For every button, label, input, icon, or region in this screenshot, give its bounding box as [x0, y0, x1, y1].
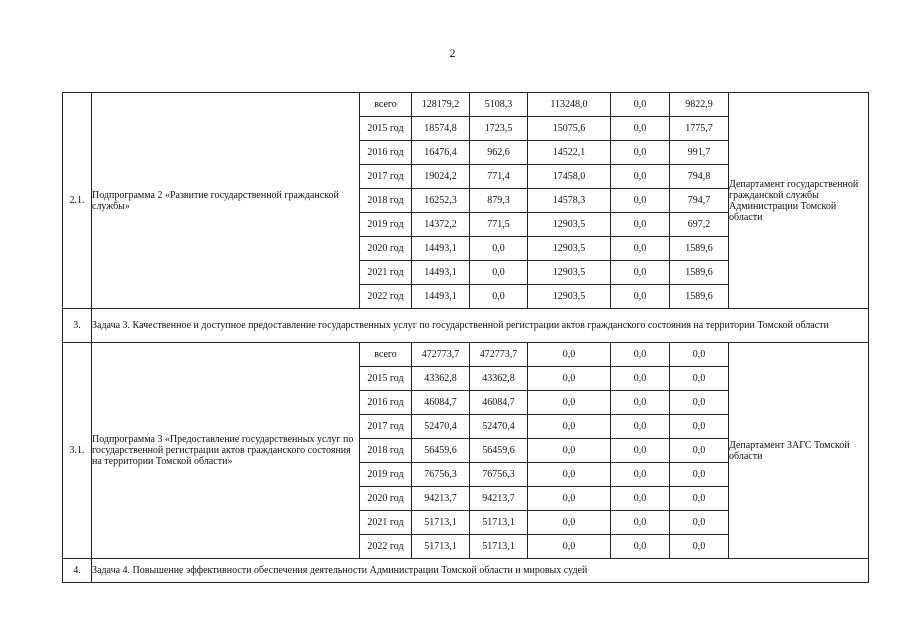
value-cell: 0,0 [528, 439, 611, 463]
value-cell: 14372,2 [412, 213, 470, 237]
value-cell: 697,2 [670, 213, 729, 237]
value-cell: 46084,7 [470, 391, 528, 415]
value-cell: 0,0 [670, 415, 729, 439]
value-cell: 472773,7 [470, 343, 528, 367]
task-row [63, 559, 869, 583]
value-cell: 794,8 [670, 165, 729, 189]
value-cell: 56459,6 [470, 439, 528, 463]
value-cell: 43362,8 [470, 367, 528, 391]
value-cell: 1589,6 [670, 285, 729, 309]
table-row [63, 93, 869, 117]
value-cell: 1723,5 [470, 117, 528, 141]
value-cell: 0,0 [670, 463, 729, 487]
period-cell: 2021 год [360, 511, 412, 535]
period-cell: 2019 год [360, 213, 412, 237]
table-row [63, 343, 869, 367]
period-cell: 2020 год [360, 487, 412, 511]
task-number: 4. [63, 559, 92, 583]
value-cell: 1775,7 [670, 117, 729, 141]
department-cell: Департамент ЗАГС Томской области [729, 343, 869, 559]
value-cell: 771,5 [470, 213, 528, 237]
value-cell: 94213,7 [470, 487, 528, 511]
value-cell: 128179,2 [412, 93, 470, 117]
page-number: 2 [449, 46, 456, 60]
period-cell: 2015 год [360, 367, 412, 391]
row-number: 3.1. [63, 343, 92, 559]
value-cell: 991,7 [670, 141, 729, 165]
value-cell: 12903,5 [528, 237, 611, 261]
value-cell: 14522,1 [528, 141, 611, 165]
value-cell: 0,0 [611, 285, 670, 309]
period-cell: всего [360, 343, 412, 367]
value-cell: 51713,1 [412, 535, 470, 559]
value-cell: 0,0 [670, 367, 729, 391]
value-cell: 19024,2 [412, 165, 470, 189]
department-cell: Департамент государственной гражданской службы Администрации Томской области [729, 93, 869, 309]
value-cell: 18574,8 [412, 117, 470, 141]
value-cell: 0,0 [611, 237, 670, 261]
value-cell: 794,7 [670, 189, 729, 213]
value-cell: 0,0 [470, 237, 528, 261]
value-cell: 0,0 [611, 343, 670, 367]
period-cell: 2015 год [360, 117, 412, 141]
period-cell: 2018 год [360, 439, 412, 463]
value-cell: 1589,6 [670, 237, 729, 261]
value-cell: 879,3 [470, 189, 528, 213]
value-cell: 0,0 [528, 535, 611, 559]
value-cell: 0,0 [528, 343, 611, 367]
value-cell: 0,0 [470, 261, 528, 285]
value-cell: 14493,1 [412, 261, 470, 285]
value-cell: 0,0 [611, 261, 670, 285]
value-cell: 0,0 [670, 343, 729, 367]
value-cell: 12903,5 [528, 261, 611, 285]
value-cell: 15075,6 [528, 117, 611, 141]
value-cell: 12903,5 [528, 285, 611, 309]
period-cell: 2016 год [360, 141, 412, 165]
value-cell: 9822,9 [670, 93, 729, 117]
value-cell: 0,0 [611, 93, 670, 117]
value-cell: 52470,4 [470, 415, 528, 439]
value-cell: 962,6 [470, 141, 528, 165]
value-cell: 94213,7 [412, 487, 470, 511]
value-cell: 0,0 [611, 117, 670, 141]
value-cell: 0,0 [611, 189, 670, 213]
value-cell: 0,0 [611, 463, 670, 487]
value-cell: 0,0 [670, 439, 729, 463]
period-cell: 2016 год [360, 391, 412, 415]
table-body [63, 93, 869, 583]
value-cell: 0,0 [470, 285, 528, 309]
value-cell: 0,0 [528, 487, 611, 511]
value-cell: 0,0 [611, 511, 670, 535]
value-cell: 771,4 [470, 165, 528, 189]
subprogram-name: Подпрограмма 3 «Предоставление государственных услуг по государственной регистрации актов гражданского состояния на территории Томской области» [92, 343, 360, 559]
value-cell: 0,0 [611, 213, 670, 237]
value-cell: 43362,8 [412, 367, 470, 391]
value-cell: 56459,6 [412, 439, 470, 463]
value-cell: 46084,7 [412, 391, 470, 415]
period-cell: 2020 год [360, 237, 412, 261]
value-cell: 0,0 [528, 367, 611, 391]
value-cell: 0,0 [611, 165, 670, 189]
value-cell: 14493,1 [412, 285, 470, 309]
value-cell: 0,0 [528, 415, 611, 439]
value-cell: 0,0 [611, 141, 670, 165]
value-cell: 0,0 [611, 487, 670, 511]
period-cell: 2017 год [360, 165, 412, 189]
value-cell: 51713,1 [470, 511, 528, 535]
value-cell: 0,0 [528, 511, 611, 535]
period-cell: 2017 год [360, 415, 412, 439]
period-cell: 2022 год [360, 535, 412, 559]
value-cell: 51713,1 [470, 535, 528, 559]
value-cell: 16476,4 [412, 141, 470, 165]
value-cell: 0,0 [670, 391, 729, 415]
value-cell: 0,0 [611, 415, 670, 439]
row-number: 2.1. [63, 93, 92, 309]
subprogram-name: Подпрограмма 2 «Развитие государственной гражданской службы» [92, 93, 360, 309]
value-cell: 472773,7 [412, 343, 470, 367]
value-cell: 12903,5 [528, 213, 611, 237]
value-cell: 113248,0 [528, 93, 611, 117]
value-cell: 0,0 [611, 439, 670, 463]
value-cell: 0,0 [670, 511, 729, 535]
period-cell: 2019 год [360, 463, 412, 487]
period-cell: 2022 год [360, 285, 412, 309]
task-number: 3. [63, 309, 92, 343]
value-cell: 14578,3 [528, 189, 611, 213]
value-cell: 16252,3 [412, 189, 470, 213]
value-cell: 0,0 [611, 535, 670, 559]
value-cell: 52470,4 [412, 415, 470, 439]
value-cell: 76756,3 [470, 463, 528, 487]
value-cell: 17458,0 [528, 165, 611, 189]
value-cell: 51713,1 [412, 511, 470, 535]
value-cell: 0,0 [670, 535, 729, 559]
value-cell: 0,0 [611, 367, 670, 391]
value-cell: 0,0 [670, 487, 729, 511]
value-cell: 5108,3 [470, 93, 528, 117]
value-cell: 0,0 [528, 463, 611, 487]
task-row [63, 309, 869, 343]
value-cell: 14493,1 [412, 237, 470, 261]
value-cell: 0,0 [611, 391, 670, 415]
task-text: Задача 3. Качественное и доступное предоставление государственных услуг по государственной регистрации актов гражданского состояния на территории Томской области [92, 309, 869, 343]
budget-table [62, 92, 869, 583]
period-cell: 2021 год [360, 261, 412, 285]
period-cell: всего [360, 93, 412, 117]
value-cell: 76756,3 [412, 463, 470, 487]
task-text: Задача 4. Повышение эффективности обеспечения деятельности Администрации Томской области и мировых судей [92, 559, 869, 583]
period-cell: 2018 год [360, 189, 412, 213]
value-cell: 1589,6 [670, 261, 729, 285]
value-cell: 0,0 [528, 391, 611, 415]
